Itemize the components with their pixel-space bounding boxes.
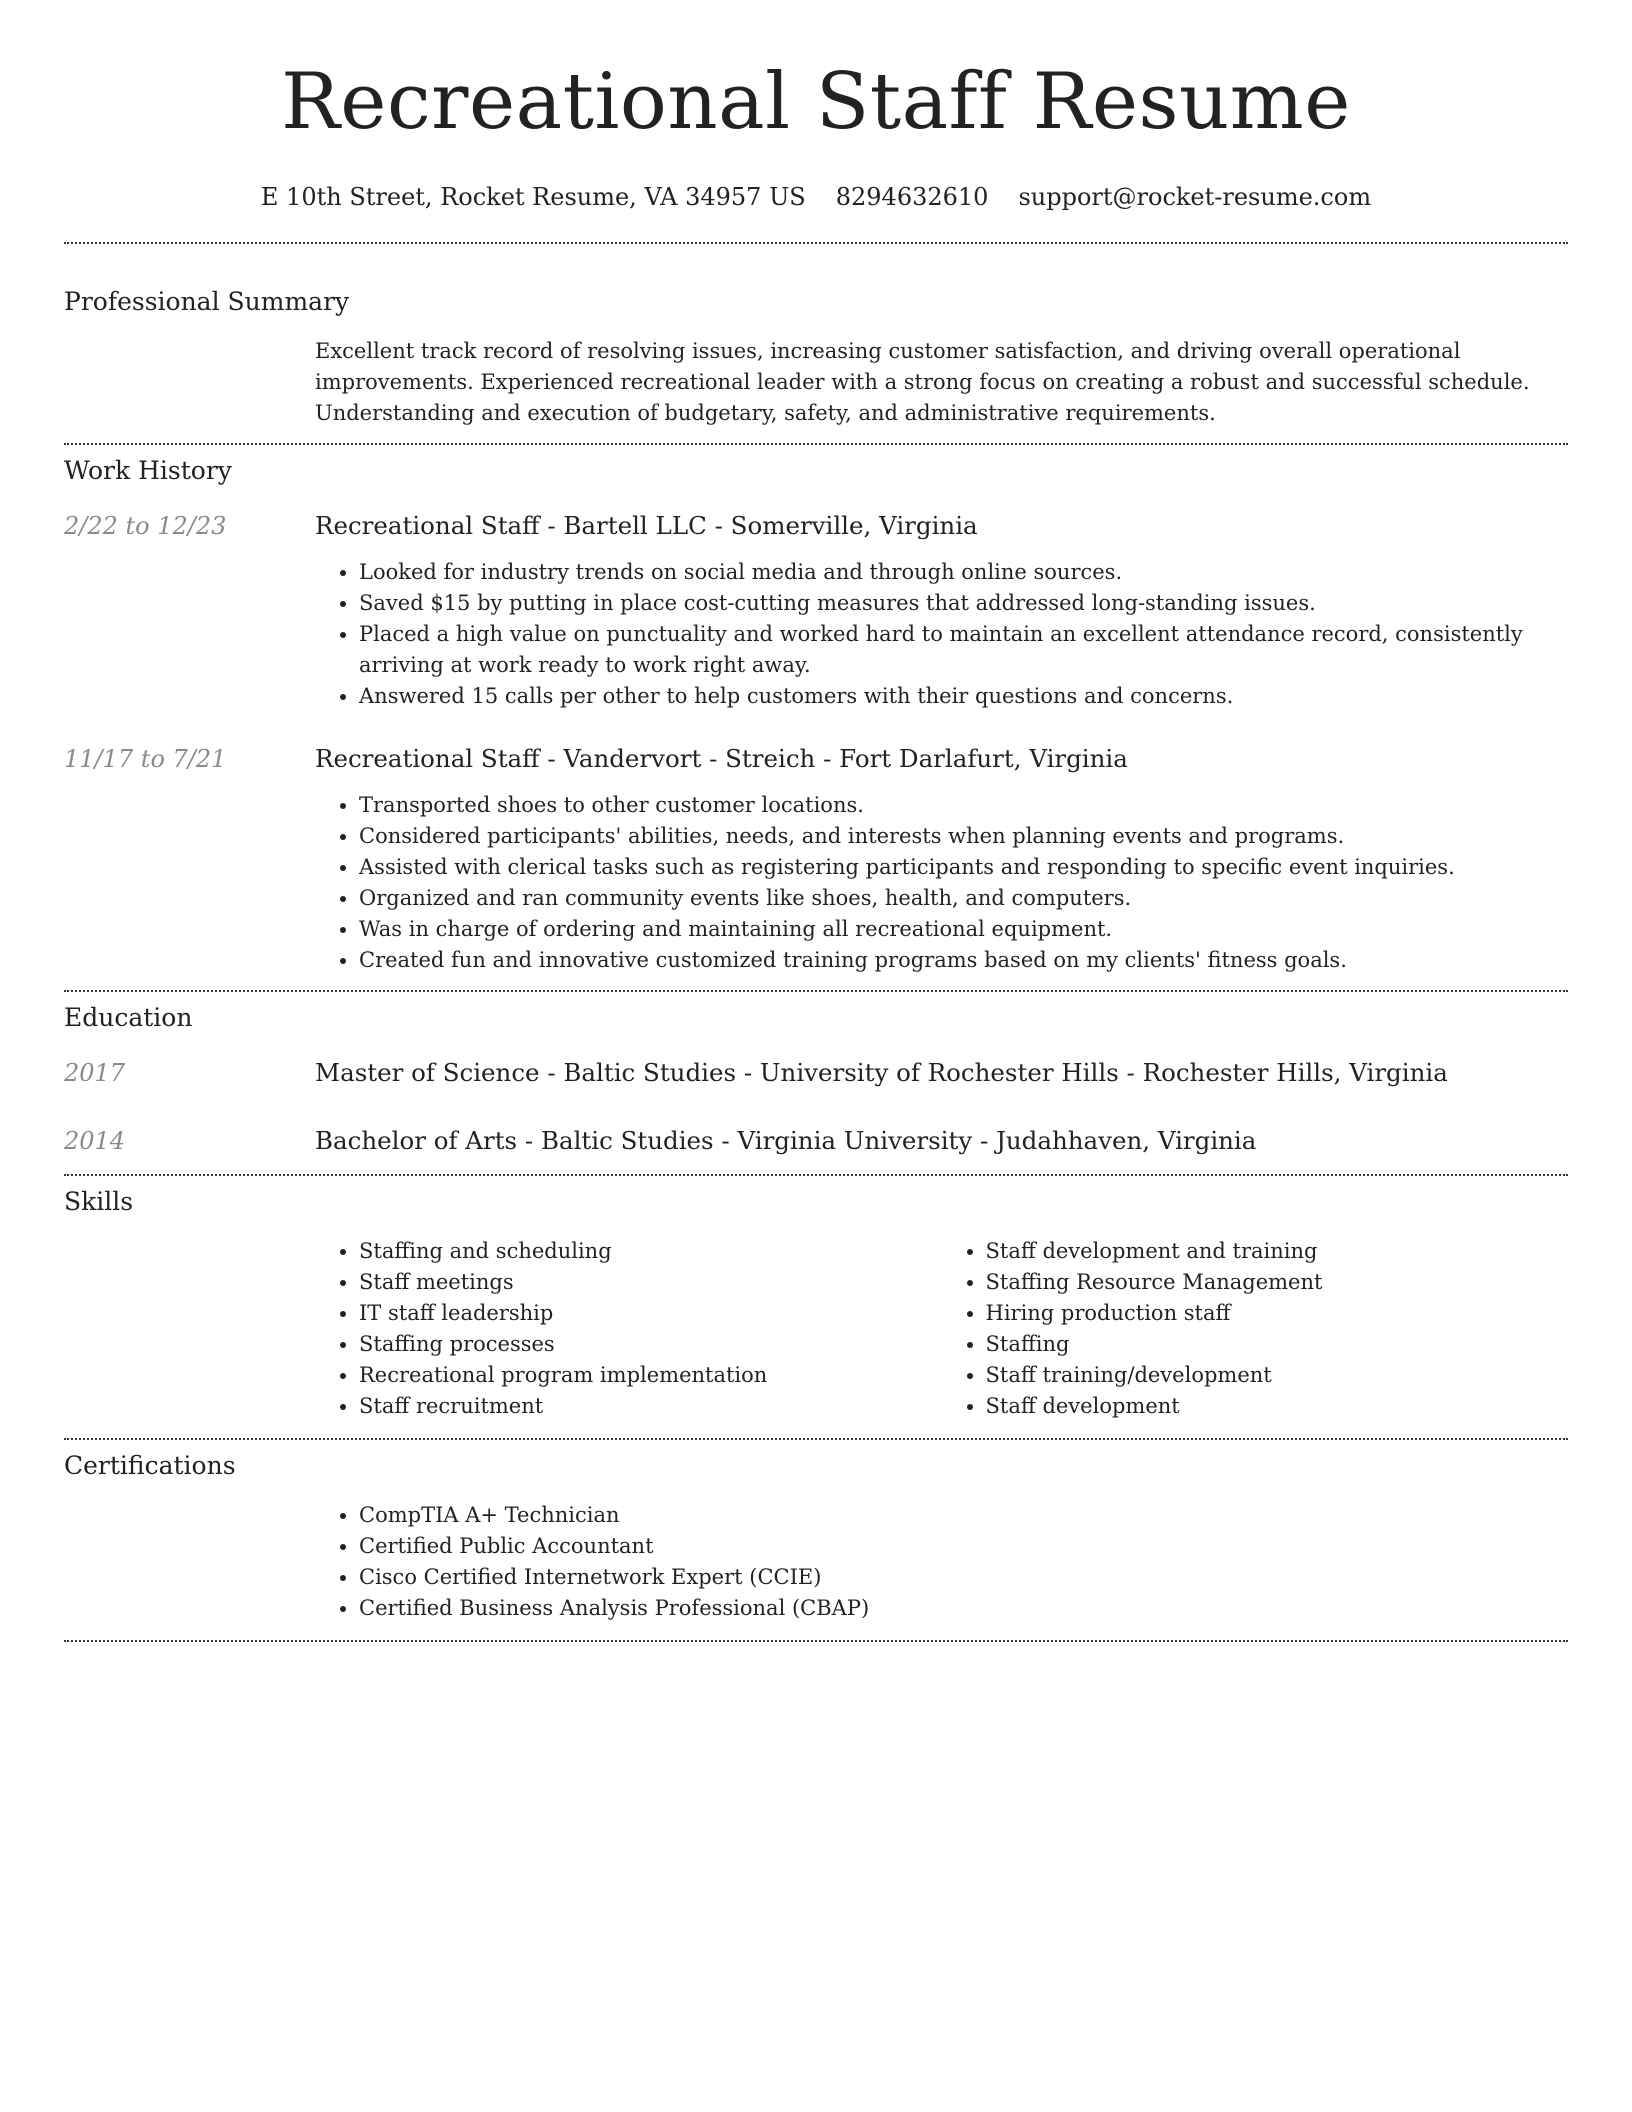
education-section <box>64 1002 1568 1156</box>
education-year: 2014 <box>64 1127 126 1155</box>
list-item: • Staffing <box>986 1329 1569 1360</box>
divider <box>64 990 1568 992</box>
summary-heading: Professional Summary <box>64 287 350 316</box>
education-title: Bachelor of Arts - Baltic Studies - Virginia University - Judahhaven, Virginia <box>315 1126 1257 1155</box>
list-item: • Saved $15 by putting in place cost-cutting measures that addressed long-standing issues. <box>359 588 1568 619</box>
list-item: • Staff meetings <box>359 1267 942 1298</box>
contact-email[interactable]: support@rocket-resume.com <box>1018 183 1372 211</box>
list-item: • Transported shoes to other customer locations. <box>359 790 1568 821</box>
job-dates: 2/22 to 12/23 <box>64 512 227 540</box>
divider <box>64 242 1568 244</box>
certifications-heading: Certifications <box>64 1451 236 1480</box>
skills-heading: Skills <box>64 1187 134 1216</box>
divider <box>64 1640 1568 1642</box>
contact-phone: 8294632610 <box>835 183 989 211</box>
divider <box>64 1174 1568 1176</box>
list-item: • Staff development <box>986 1391 1569 1422</box>
work-history-section <box>64 455 1568 976</box>
skills-grid <box>315 1236 1568 1422</box>
summary-text: Excellent track record of resolving issues, increasing customer satisfaction, and driving overall operational improvements. Experienced recreational leader with a strong focus on creating a robust and successful schedule. Understanding and execution of budgetary, safety, and administrative requirements. <box>315 339 1530 425</box>
education-year: 2017 <box>64 1059 126 1087</box>
list-item: • Answered 15 calls per other to help customers with their questions and concerns. <box>359 681 1568 712</box>
list-item: • Staffing and scheduling <box>359 1236 942 1267</box>
divider <box>64 443 1568 445</box>
education-entry <box>64 1126 1568 1156</box>
job-duties-list <box>315 557 1568 712</box>
list-item: • Assisted with clerical tasks such as registering participants and responding to specific event inquiries. <box>359 852 1568 883</box>
list-item: • Hiring production staff <box>986 1298 1569 1329</box>
list-item: • Staff development and training <box>986 1236 1569 1267</box>
list-item: • Was in charge of ordering and maintaining all recreational equipment. <box>359 914 1568 945</box>
job-title: Recreational Staff - Bartell LLC - Somerville, Virginia <box>315 511 978 540</box>
job-dates: 11/17 to 7/21 <box>64 745 227 773</box>
list-item: • Created fun and innovative customized training programs based on my clients' fitness goals. <box>359 945 1568 976</box>
list-item: • Considered participants' abilities, needs, and interests when planning events and programs. <box>359 821 1568 852</box>
list-item: • Certified Public Accountant <box>359 1531 1568 1562</box>
list-item: • Staffing Resource Management <box>986 1267 1569 1298</box>
contact-address: E 10th Street, Rocket Resume, VA 34957 US <box>260 183 806 211</box>
job-entry <box>64 511 1568 712</box>
job-entry <box>64 744 1568 976</box>
list-item: • Staff training/development <box>986 1360 1569 1391</box>
education-entry <box>64 1058 1568 1088</box>
summary-section <box>64 286 1568 429</box>
list-item: • Recreational program implementation <box>359 1360 942 1391</box>
job-duties-list <box>315 790 1568 976</box>
job-title: Recreational Staff - Vandervort - Streich - Fort Darlafurt, Virginia <box>315 744 1128 773</box>
list-item: • Looked for industry trends on social media and through online sources. <box>359 557 1568 588</box>
skills-list-right <box>942 1236 1569 1422</box>
education-heading: Education <box>64 1003 193 1032</box>
contact-line <box>64 182 1568 212</box>
skills-list-left <box>315 1236 942 1422</box>
list-item: • IT staff leadership <box>359 1298 942 1329</box>
education-title: Master of Science - Baltic Studies - University of Rochester Hills - Rochester Hills, Virginia <box>315 1058 1448 1087</box>
list-item: • Organized and ran community events like shoes, health, and computers. <box>359 883 1568 914</box>
list-item: • CompTIA A+ Technician <box>359 1500 1568 1531</box>
certifications-section <box>64 1450 1568 1624</box>
divider <box>64 1438 1568 1440</box>
list-item: • Staffing processes <box>359 1329 942 1360</box>
certifications-list <box>315 1500 1568 1624</box>
list-item: • Placed a high value on punctuality and worked hard to maintain an excellent attendance record, consistently arriving at work ready to work right away. <box>359 619 1568 681</box>
work-history-heading: Work History <box>64 456 232 485</box>
list-item: • Certified Business Analysis Professional (CBAP) <box>359 1593 1568 1624</box>
list-item: • Staff recruitment <box>359 1391 942 1422</box>
resume-title: Recreational Staff Resume <box>281 57 1351 147</box>
list-item: • Cisco Certified Internetwork Expert (CCIE) <box>359 1562 1568 1593</box>
skills-section <box>64 1186 1568 1422</box>
